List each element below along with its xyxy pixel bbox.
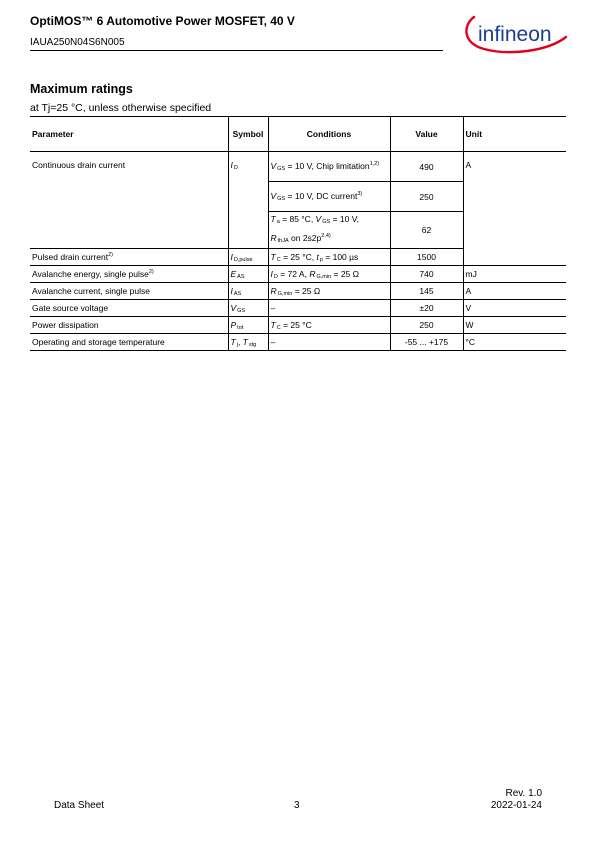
conditions-cell: – (268, 300, 390, 317)
section-title: Maximum ratings (30, 82, 133, 96)
conditions-cell: VGS = 10 V, Chip limitation$^{1,2)}$ (268, 152, 390, 182)
value-cell: ±20 (390, 300, 463, 317)
value-cell: -55 ... +175 (390, 334, 463, 351)
footer-doc-type: Data Sheet (54, 800, 105, 811)
symbol-cell: VGS (228, 300, 268, 317)
symbol-cell: IAS (228, 283, 268, 300)
header-unit: Unit (463, 117, 566, 152)
table-row (30, 300, 566, 317)
table-row (30, 266, 566, 283)
header-value: Value (390, 117, 463, 152)
header-symbol: Symbol (228, 117, 268, 152)
header-divider (30, 50, 443, 51)
value-cell: 250 (390, 317, 463, 334)
infineon-logo (462, 11, 568, 57)
value-cell: 1500 (390, 249, 463, 266)
param-cell: Gate source voltage (30, 300, 228, 317)
param-cell: Avalanche current, single pulse (30, 283, 228, 300)
conditions-cell: – (268, 334, 390, 351)
header-parameter: Parameter (30, 117, 228, 152)
table-header-row (30, 117, 566, 152)
unit-cell: A (463, 283, 566, 300)
param-cell: Avalanche energy, single pulse$^{2)}$ (30, 266, 228, 283)
symbol-cell: ID,pulse (228, 249, 268, 266)
param-cell: Pulsed drain current$^{2)}$ (30, 249, 228, 266)
table-row (30, 152, 566, 182)
unit-cell: mJ (463, 266, 566, 283)
table-row (30, 334, 566, 351)
unit-cell: A (463, 152, 566, 266)
symbol-cell: EAS (228, 266, 268, 283)
footer-page-number: 3 (294, 800, 300, 811)
conditions-cell: TC = 25 °C, tp = 100 µs (268, 249, 390, 266)
value-cell: 62 (390, 212, 463, 249)
footer-revision: Rev. 1.0 (505, 788, 542, 799)
table-row (30, 283, 566, 300)
footer-date: 2022-01-24 (490, 800, 542, 811)
conditions-cell: TC = 25 °C (268, 317, 390, 334)
param-cell: Continuous drain current (30, 152, 228, 249)
document-title: OptiMOS™ 6 Automotive Power MOSFET, 40 V (30, 14, 295, 28)
symbol-cell: Ptot (228, 317, 268, 334)
maximum-ratings-table (30, 116, 566, 351)
symbol-cell: Tj, Tstg (228, 334, 268, 351)
part-number: IAUA250N04S6N005 (30, 37, 125, 48)
unit-cell: °C (463, 334, 566, 351)
conditions-cell: ID = 72 A, RG,min = 25 Ω (268, 266, 390, 283)
header-conditions: Conditions (268, 117, 390, 152)
unit-cell: W (463, 317, 566, 334)
value-cell: 490 (390, 152, 463, 182)
unit-cell: V (463, 300, 566, 317)
value-cell: 740 (390, 266, 463, 283)
logo-wordmark: infineon (478, 23, 552, 46)
param-cell: Power dissipation (30, 317, 228, 334)
conditions-cell: VGS = 10 V, DC current$^{3)}$ (268, 182, 390, 212)
table-row (30, 317, 566, 334)
section-subtitle: at Tj=25 °C, unless otherwise specified (30, 102, 212, 114)
conditions-cell: Ta = 85 °C, VGS = 10 V, RthJA on $2s2p^{2,4)}$ (268, 212, 390, 249)
value-cell: 145 (390, 283, 463, 300)
conditions-cell: RG,min = 25 Ω (268, 283, 390, 300)
param-cell: Operating and storage temperature (30, 334, 228, 351)
value-cell: 250 (390, 182, 463, 212)
symbol-cell: ID (228, 152, 268, 249)
